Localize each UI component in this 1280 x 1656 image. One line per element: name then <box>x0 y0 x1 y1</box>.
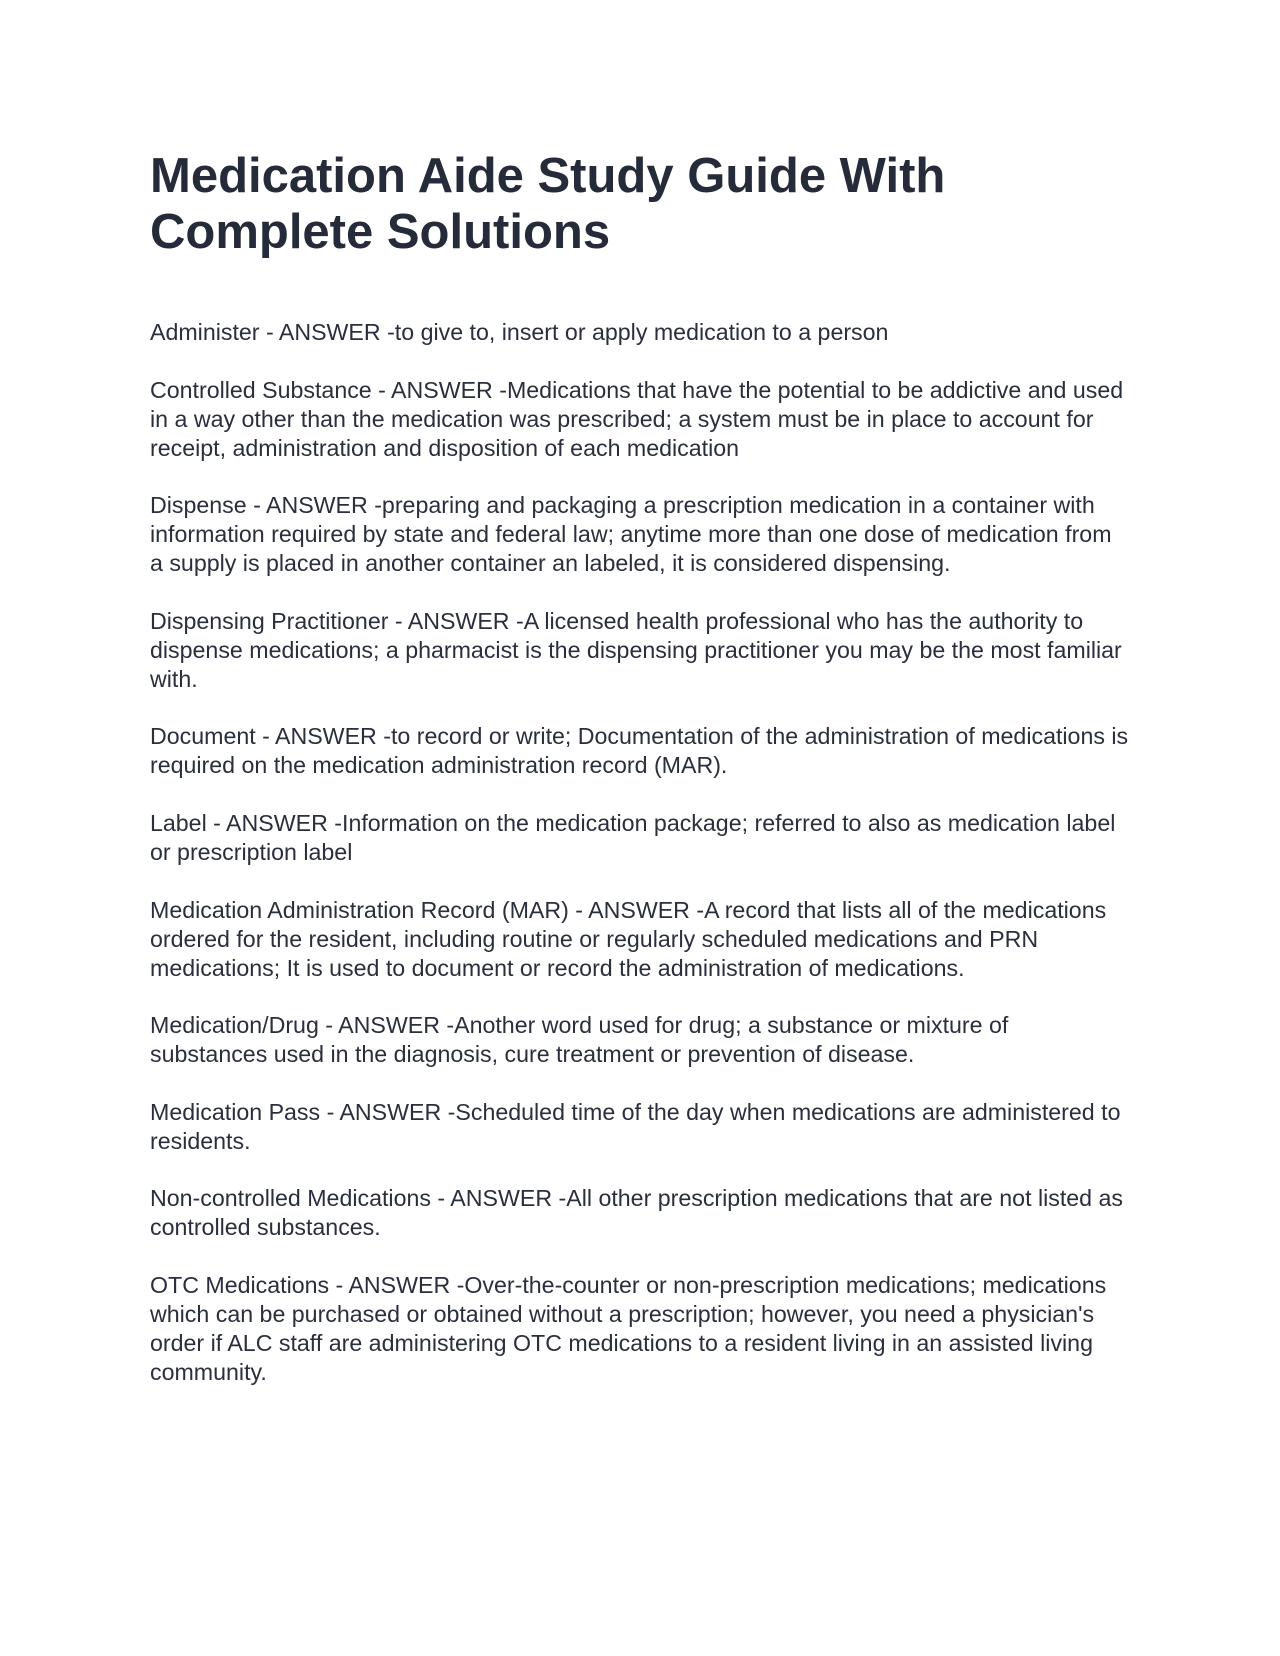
document-page <box>150 148 1130 1416</box>
glossary-entry-label: Label - ANSWER -Information on the medication package; referred to also as medication label or prescription label <box>150 809 1116 865</box>
glossary-entry-controlled-substance: Controlled Substance - ANSWER -Medications that have the potential to be addictive and used in a way other than the medication was prescribed; a system must be in place to account for receipt, administration and disposition of each medication <box>150 376 1124 461</box>
document-title-line-2: Complete Solutions <box>150 205 611 259</box>
glossary-entry-medication-pass: Medication Pass - ANSWER -Scheduled time of the day when medications are administered to residents. <box>150 1098 1121 1154</box>
glossary-entry-dispense: Dispense - ANSWER -preparing and packaging a prescription medication in a container with information required by state and federal law; anytime more than one dose of medication from a supply is placed in another container an labeled, it is considered dispensing. <box>150 492 1112 577</box>
glossary-entry-otc-medications: OTC Medications - ANSWER -Over-the-counter or non-prescription medications; medications which can be purchased or obtained without a prescription; however, you need a physician's order if ALC staff are administering OTC medications to a resident living in an assisted living community. <box>150 1271 1107 1385</box>
glossary-entry-mar: Medication Administration Record (MAR) - ANSWER -A record that lists all of the medications ordered for the resident, including routine or regularly scheduled medications and PRN medications; It is used to document or record the administration of medications. <box>150 896 1107 981</box>
document-title <box>150 148 1130 260</box>
glossary-entry-dispensing-practitioner: Dispensing Practitioner - ANSWER -A licensed health professional who has the authority to dispense medications; a pharmacist is the dispensing practitioner you may be the most familiar with. <box>150 607 1122 692</box>
document-title-line-1: Medication Aide Study Guide With <box>150 149 946 203</box>
glossary-entries <box>150 318 1130 1387</box>
glossary-entry-administer: Administer - ANSWER -to give to, insert or apply medication to a person <box>150 319 889 345</box>
glossary-entry-medication-drug: Medication/Drug - ANSWER -Another word used for drug; a substance or mixture of substances used in the diagnosis, cure treatment or prevention of disease. <box>150 1012 1009 1068</box>
glossary-entry-non-controlled-medications: Non-controlled Medications - ANSWER -All other prescription medications that are not listed as controlled substances. <box>150 1185 1124 1241</box>
glossary-entry-document: Document - ANSWER -to record or write; Documentation of the administration of medications is required on the medication administration record (MAR). <box>150 723 1129 779</box>
